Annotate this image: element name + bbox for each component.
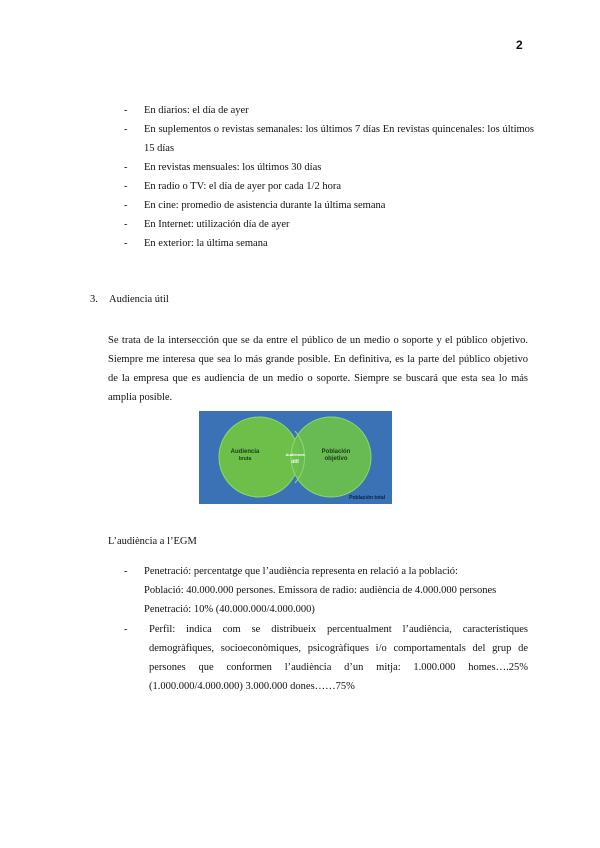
- section-paragraph: Se trata de la intersección que se da entre el público de un medio o soporte y el público objetivo. Siempre me interesa que sea lo más grande posible. En definitiva, es la parte del público objetivo de la empresa que es audiencia de un medio o soporte. Siempre se buscará que esta sea lo más amplia posible.: [108, 334, 528, 404]
- list-item: - En revistas mensuales: los últimos 30 días: [124, 158, 534, 177]
- list-item: - En exterior: la última semana: [124, 234, 534, 253]
- periods-list: [124, 101, 534, 253]
- page-number: 2: [516, 38, 523, 52]
- list-item: [124, 620, 528, 697]
- venn-right-label-2: objetivo: [324, 456, 348, 462]
- egm-list: [124, 562, 528, 696]
- section-number: 3.: [90, 294, 98, 305]
- venn-corner-label: Población total: [349, 495, 385, 501]
- list-item: - En diarios: el día de ayer: [124, 101, 534, 120]
- section-title: Audiencia útil: [109, 294, 169, 305]
- venn-right-label: Población: [321, 449, 351, 455]
- list-item: [124, 562, 528, 620]
- venn-diagram: [199, 411, 392, 504]
- perfil-text: - Perfil: indica com se distribueix percentualment l’audiència, característiques demogràfiques, socioeconòmiques, psicogràfiques i/o comportamentals del grup de persones que conformen l’audiència d’un mitja: 1.000.000 homes….25% (1.000.000/4.000.000) 3.000.000 dones……75%: [149, 623, 528, 693]
- section-heading: [90, 290, 169, 309]
- list-item: - En radio o TV: el día de ayer por cada 1/2 hora: [124, 177, 534, 196]
- list-item: - En Internet: utilización día de ayer: [124, 215, 534, 234]
- list-item: - En suplementos o revistas semanales: los últimos 7 días En revistas quincenales: los últimos 15 días: [124, 120, 534, 158]
- list-item: - En cine: promedio de asistencia durante la última semana: [124, 196, 534, 215]
- venn-left-circle: [219, 417, 299, 497]
- penetracio-line-2: Població: 40.000.000 persones. Emissora de radio: audiència de 4.000.000 persones: [144, 585, 497, 597]
- venn-center-label: Audiencia: [285, 452, 305, 457]
- penetracio-line-3: Penetració: 10% (40.000.000/4.000.000): [144, 604, 315, 616]
- venn-center-label-2: útil: [291, 459, 299, 465]
- egm-heading: L’audiència a l’EGM: [108, 536, 197, 547]
- penetracio-line-1: - Penetració: percentatge que l’audiència representa en relació a la població:: [144, 566, 458, 577]
- venn-left-label: Audiencia: [230, 449, 260, 455]
- venn-left-label-2: bruta: [238, 456, 252, 462]
